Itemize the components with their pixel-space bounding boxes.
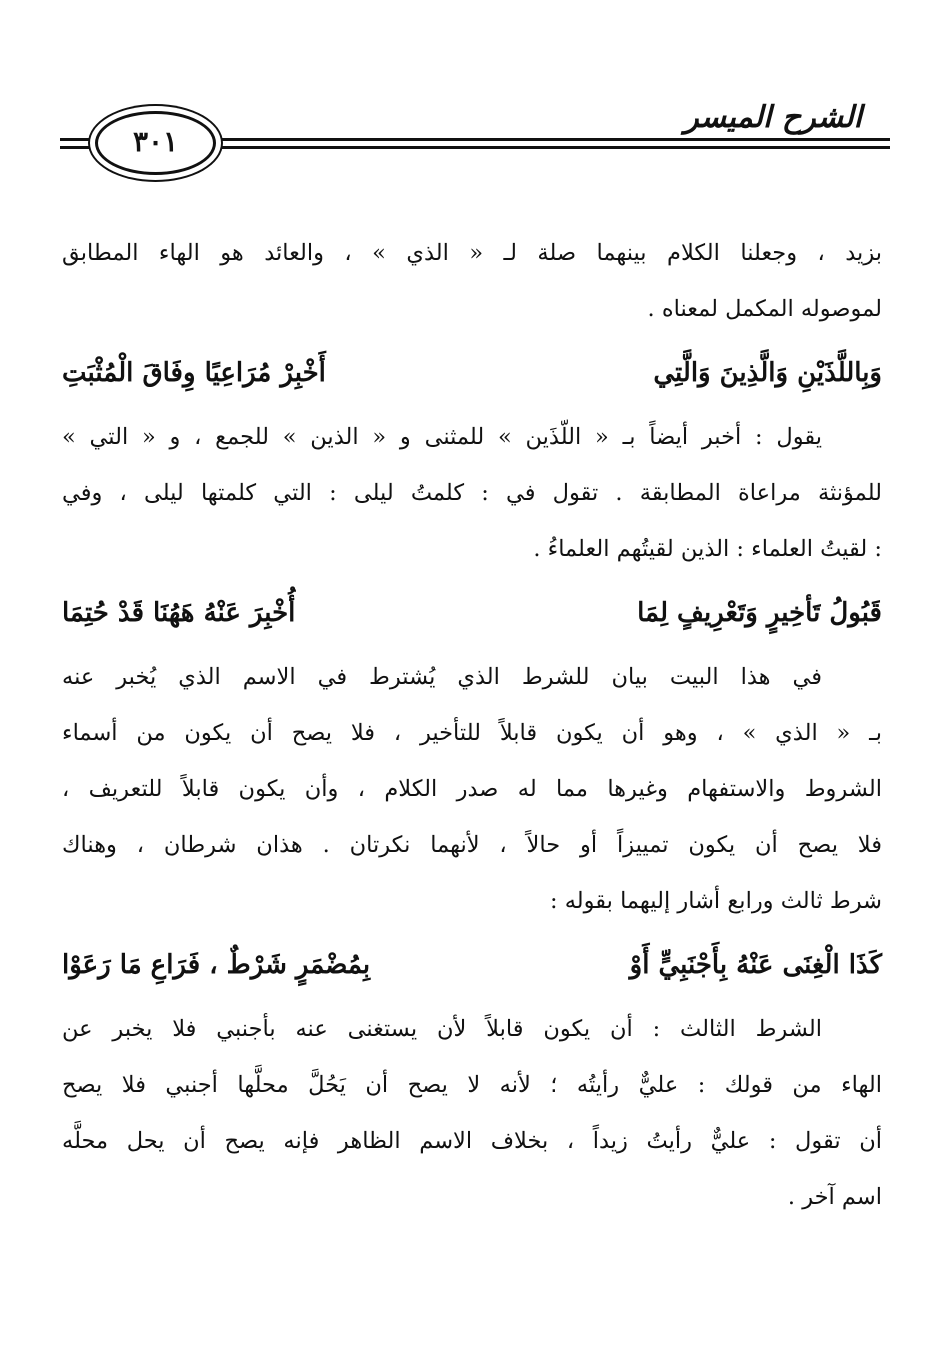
verse-second-hemistich: أُخْبِرَ عَنْهُ هَهُنَا قَدْ حُتِمَا bbox=[62, 598, 296, 628]
poem-verse bbox=[62, 337, 882, 409]
text-line: الهاء من قولك : عليٌّ رأيتُه ؛ لأنه لا يصح أن يَحُلَّ محلَّها أجنبي فلا يصح bbox=[62, 1072, 882, 1098]
page-header bbox=[60, 95, 890, 175]
text-line: الشروط والاستفهام وغيرها مما له صدر الكلام ، وأن يكون قابلاً للتعريف ، bbox=[62, 776, 882, 802]
verse-second-hemistich: أَخْبِرْ مُرَاعِيًا وِفَاقَ الْمُثْبَتِ bbox=[62, 358, 326, 388]
text-line: يقول : أخبر أيضاً بـ « اللّذَين » للمثنى و « الذين » للجمع ، و « التي » bbox=[62, 424, 822, 450]
text-line: لموصوله المكمل لمعناه . bbox=[647, 296, 882, 322]
poem-verse bbox=[62, 577, 882, 649]
page-number-badge bbox=[95, 111, 216, 175]
text-line: شرط ثالث ورابع أشار إليهما بقوله : bbox=[550, 888, 882, 914]
text-line: في هذا البيت بيان للشرط الذي يُشترط في الاسم الذي يُخبر عنه bbox=[62, 664, 822, 690]
verse-first-hemistich: قَبُولُ تَأخِيرٍ وَتَعْرِيفٍ لِمَا bbox=[637, 598, 882, 628]
text-line: بـ « الذي » ، وهو أن يكون قابلاً للتأخير ، فلا يصح أن يكون من أسماء bbox=[62, 720, 882, 746]
text-line: أن تقول : عليٌّ رأيتُ زيداً ، بخلاف الاسم الظاهر فإنه يصح أن يحل محلَّه bbox=[62, 1128, 882, 1154]
text-line: : لقيتُ العلماء : الذين لقيتُهم العلماءُ . bbox=[533, 536, 882, 562]
book-title: الشرح الميسر bbox=[684, 100, 862, 135]
text-line: اسم آخر . bbox=[787, 1184, 882, 1210]
page-body bbox=[62, 225, 882, 1225]
text-line: فلا يصح أن يكون تمييزاً أو حالاً ، لأنهما نكرتان . هذان شرطان ، وهناك bbox=[62, 832, 882, 858]
poem-verse bbox=[62, 929, 882, 1001]
page-number: ٣٠١ bbox=[132, 125, 179, 158]
text-line: للمؤنثة مراعاة المطابقة . تقول في : كلمتُ ليلى : التي كلمتها ليلى ، وفي bbox=[62, 480, 882, 506]
verse-first-hemistich: كَذَا الْغِنَى عَنْهُ بِأَجْنَبِيٍّ أَوْ bbox=[629, 950, 882, 980]
text-line: بزيد ، وجعلنا الكلام بينهما صلة لـ « الذي » ، والعائد هو الهاء المطابق bbox=[62, 240, 882, 266]
text-line: الشرط الثالث : أن يكون قابلاً لأن يستغنى عنه بأجنبي فلا يخبر عن bbox=[62, 1016, 822, 1042]
verse-second-hemistich: بِمُضْمَرٍ شَرْطٌ ، فَرَاعِ مَا رَعَوْا bbox=[62, 950, 371, 980]
verse-first-hemistich: وَبِاللَّذَيْنِ وَالَّذِينَ وَالَّتِي bbox=[653, 358, 882, 388]
